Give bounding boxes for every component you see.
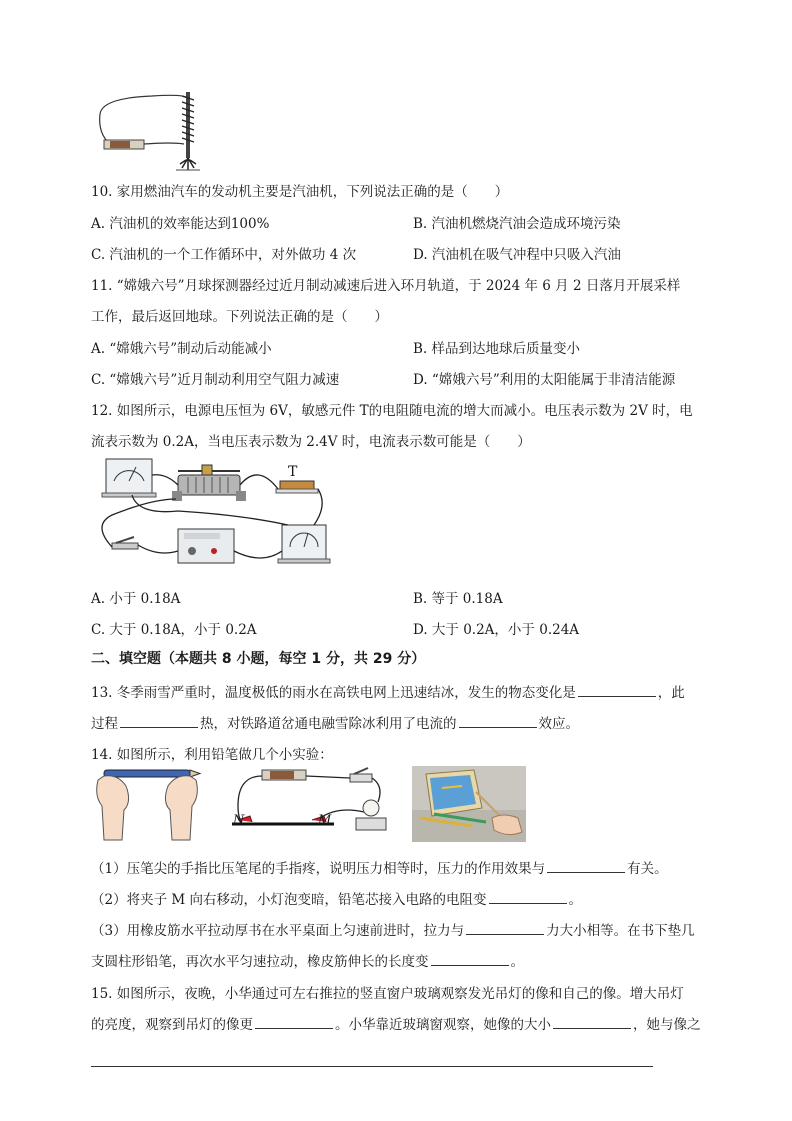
q12-option-d: D. 大于 0.2A，小于 0.24A <box>413 622 580 638</box>
electromagnet-figure <box>92 84 212 174</box>
q11-option-d: D. “嫦娥六号”利用的太阳能属于非清洁能源 <box>413 372 676 388</box>
q13-text-3: 过程 <box>91 716 118 732</box>
q11-stem-line1: 11. “嫦娥六号”月球探测器经过近月制动减速后进入环月轨道，于 2024 年 6 月 2 日落月开展采样 <box>91 278 681 294</box>
q13-line2 <box>91 712 579 732</box>
q13-text-4: 热，对铁路道岔通电融雪除冰利用了电流的 <box>200 716 457 732</box>
q14-p3-text-4: 。 <box>510 954 524 970</box>
q14-part2 <box>91 888 582 908</box>
q14-part3-line2 <box>91 950 524 970</box>
q10-option-a: A. 汽油机的效率能达到100% <box>91 216 270 232</box>
q14-p3-text-2: 力大小相等。在书下垫几 <box>546 923 695 939</box>
q12-label-T: T <box>288 464 298 480</box>
q14-label-N: N <box>233 813 245 828</box>
q14-p2-text-1: （2）将夹子 M 向右移动，小灯泡变暗，铅笔芯接入电路的电阻变 <box>91 892 487 908</box>
q14-part3-line1 <box>91 919 695 939</box>
q13-line1 <box>91 681 685 701</box>
q14-p3-text-1: （3）用橡皮筋水平拉动厚书在水平桌面上匀速前进时，拉力与 <box>91 923 465 939</box>
q14-label-M: M <box>318 813 332 828</box>
q15-text-2: 。小华靠近玻璃窗观察，她像的大小 <box>335 1017 551 1033</box>
q15-blank-1[interactable] <box>255 1014 333 1029</box>
q14-hands-pencil-figure <box>92 766 202 844</box>
q10-option-c: C. 汽油机的一个工作循环中，对外做功 4 次 <box>91 247 357 263</box>
q15-text-3: ，她与像之 <box>633 1017 701 1033</box>
q15-line1: 15. 如图所示，夜晚，小华通过可左右推拉的竖直窗户玻璃观察发光吊灯的像和自己的像。增大吊灯 <box>91 986 684 1002</box>
q15-text-1: 的亮度，观察到吊灯的像更 <box>91 1017 253 1033</box>
q14-blank-2[interactable] <box>489 889 567 904</box>
q14-part1 <box>91 857 668 877</box>
q14-blank-1[interactable] <box>547 858 625 873</box>
q10-option-b: B. 汽油机燃烧汽油会造成环境污染 <box>413 216 621 232</box>
q14-blank-3[interactable] <box>466 920 544 935</box>
footer-divider <box>91 1066 653 1067</box>
q15-line2 <box>91 1013 701 1033</box>
q14-p1-text-2: 有关。 <box>627 861 668 877</box>
q14-p3-text-3: 支圆柱形铅笔，再次水平匀速拉动，橡皮筋伸长的长度变 <box>91 954 429 970</box>
q13-text-2: ，此 <box>657 685 685 701</box>
section-fill-in-title: 二、填空题（本题共 8 小题，每空 1 分，共 29 分） <box>91 651 426 667</box>
q13-text-5: 效应。 <box>538 716 579 732</box>
q10-stem: 10. 家用燃油汽车的发动机主要是汽油机，下列说法正确的是（ ） <box>91 184 509 200</box>
q13-blank-3[interactable] <box>459 713 537 728</box>
q14-blank-4[interactable] <box>431 951 509 966</box>
q13-blank-2[interactable] <box>120 713 198 728</box>
q12-option-b: B. 等于 0.18A <box>413 591 503 607</box>
q12-stem-line1: 12. 如图所示，电源电压恒为 6V，敏感元件 T的电阻随电流的增大而减小。电压表示数为 2V 时，电 <box>91 403 693 419</box>
q14-p1-text-1: （1）压笔尖的手指比压笔尾的手指疼，说明压力相等时，压力的作用效果与 <box>91 861 546 877</box>
q15-blank-2[interactable] <box>553 1014 631 1029</box>
q10-option-d: D. 汽油机在吸气冲程中只吸入汽油 <box>413 247 621 263</box>
q14-pencil-circuit-figure <box>228 766 388 838</box>
q11-stem-line2: 工作，最后返回地球。下列说法正确的是（ ） <box>91 309 388 325</box>
q14-p2-text-2: 。 <box>568 892 582 908</box>
q11-option-c: C. “嫦娥六号”近月制动利用空气阻力减速 <box>91 372 340 388</box>
q13-text-1: 13. 冬季雨雪严重时，温度极低的雨水在高铁电网上迅速结冰，发生的物态变化是 <box>91 685 576 701</box>
q12-option-c: C. 大于 0.18A，小于 0.2A <box>91 622 257 638</box>
q14-stem: 14. 如图所示，利用铅笔做几个小实验： <box>91 747 333 763</box>
q11-option-b: B. 样品到达地球后质量变小 <box>413 341 581 357</box>
q14-book-pencils-photo <box>412 766 526 842</box>
q11-option-a: A. “嫦娥六号”制动后动能减小 <box>91 341 272 357</box>
q13-blank-1[interactable] <box>578 682 656 697</box>
q12-stem-line2: 流表示数为 0.2A，当电压表示数为 2.4V 时，电流表示数可能是（ ） <box>91 434 531 450</box>
q12-option-a: A. 小于 0.18A <box>91 591 181 607</box>
